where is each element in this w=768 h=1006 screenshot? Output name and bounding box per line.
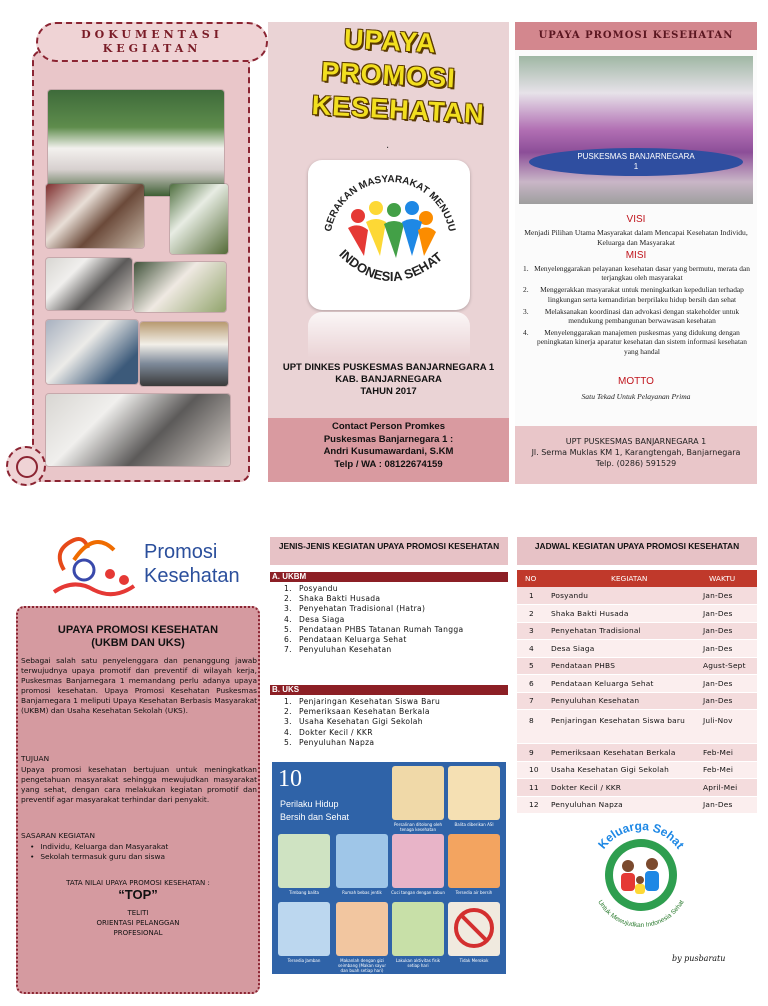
table-row	[517, 640, 757, 658]
cell-kegiatan: Penyuluhan Kesehatan	[541, 692, 701, 710]
col-kegiatan: KEGIATAN	[541, 570, 701, 587]
activity-photo-2	[46, 184, 144, 248]
phbs-tile-water	[448, 834, 500, 888]
cell-waktu: Jan-Des	[701, 675, 757, 693]
cell-waktu: Jan-Des	[701, 796, 757, 814]
vision-footer	[515, 426, 757, 484]
footer-line2: Jl. Serma Muklas KM 1, Karangtengah, Banjarnegara	[531, 448, 741, 457]
phbs-caption: Balita diberikan ASI	[454, 822, 494, 827]
cell-no: 5	[517, 657, 541, 675]
uks-activity-text: Penyuluhan Napza	[299, 737, 375, 747]
cell-kegiatan: Posyandu	[541, 587, 701, 605]
nilai-value: “TOP”	[118, 887, 158, 902]
documentation-title-ribbon	[36, 22, 268, 62]
ukbm-intro: Sebagai salah satu penyelenggara dan penanggung jawab terwujudnya upaya promotif dan preventif di wilayah kerja, Puskesmas Banjarnegara 1 memandang perlu adanya upaya promosi kesehatan. Upaya Promosi Kesehatan Puskesmas Banjarnegara 1 meliputi Upaya Kesehatan Berbasis Masyarakat (UKBM) dan Usaha Kesehatan Sekolah (UKS).	[21, 656, 257, 715]
cell-kegiatan: Shaka Bakti Husada	[541, 605, 701, 623]
cell-kegiatan: Dokter Kecil / KKR	[541, 779, 701, 797]
motto-heading: MOTTO	[618, 376, 654, 387]
jenis-header: JENIS-JENIS KEGIATAN UPAYA PROMOSI KESEHATAN	[270, 537, 508, 565]
ukbm-info-box	[16, 606, 260, 994]
misi-item-text: Menggerakkan masyarakat untuk meningkatkan kepedulian terhadap lingkungan serta kemandirian berprilaku hidup bersih dan sehat	[540, 285, 744, 304]
sasaran-list	[30, 842, 168, 862]
col-waktu: WAKTU	[701, 570, 757, 587]
phbs-tile-birth	[392, 766, 444, 820]
cell-waktu: Jan-Des	[701, 622, 757, 640]
ukbm-activity: 1. Posyandu	[284, 584, 338, 593]
phbs-caption: Persalinan ditolong oleh tenaga kesehatan	[393, 822, 443, 832]
puskesmas-banner	[529, 148, 743, 176]
misi-item-text: Melaksanakan koordinasi dan advokasi dengan stakeholder untuk mendukung pembangunan berwawasan kesehatan	[544, 306, 740, 326]
table-row	[517, 587, 757, 605]
cell-waktu: Jan-Des	[701, 692, 757, 710]
activity-photo-3	[170, 184, 228, 254]
table-row	[517, 657, 757, 675]
ukbm-activity-text: Posyandu	[299, 584, 338, 593]
phbs-tile-no-smoking	[448, 902, 500, 956]
phbs-tile-weigh	[278, 834, 330, 888]
scroll-curl-ornament	[6, 446, 46, 486]
phbs-caption: Tersedia air bersih	[455, 890, 493, 895]
table-row	[517, 622, 757, 640]
no-smoking-icon	[448, 902, 500, 956]
footer-line3: Telp. (0286) 591529	[595, 459, 677, 468]
table-row	[517, 796, 757, 814]
ukbm-activity: 4. Desa Siaga	[284, 614, 345, 624]
uks-activity: 1. Penjaringan Kesehatan Siswa Baru	[284, 697, 441, 706]
byline: by pusbaratu	[672, 954, 726, 963]
uks-activity-list	[284, 697, 440, 748]
uks-activity: 3. Usaha Kesehatan Gigi Sekolah	[284, 717, 423, 727]
uks-activity: 5. Penyuluhan Napza	[284, 737, 375, 747]
cell-no: 6	[517, 675, 541, 693]
contact-line4: Telp / WA : 08122674159	[334, 458, 443, 470]
contact-block	[268, 418, 509, 482]
cover-org-line3: TAHUN 2017	[360, 386, 417, 397]
phbs-tile-nutrition	[336, 902, 388, 956]
nilai-item-1: TELITI	[127, 909, 149, 917]
phbs-caption: Cuci tangan dengan sabun	[391, 890, 445, 895]
documentation-panel	[6, 22, 264, 484]
cell-waktu: Juli-Nov	[701, 710, 757, 744]
vision-panel	[515, 22, 757, 484]
table-row	[517, 675, 757, 693]
table-row	[517, 779, 757, 797]
cover-organization	[268, 362, 509, 398]
ukbm-title-line1: UPAYA PROMOSI KESEHATAN	[57, 624, 219, 636]
table-row	[517, 605, 757, 623]
cover-title	[265, 18, 511, 132]
promosi-line2: Kesehatan	[144, 565, 240, 587]
cell-no: 12	[517, 796, 541, 814]
activity-photo-4	[46, 258, 132, 310]
contact-line1: Contact Person Promkes	[332, 421, 445, 432]
cell-waktu: Jan-Des	[701, 605, 757, 623]
cell-kegiatan: Penjaringan Kesehatan Siswa baru	[541, 710, 701, 744]
cell-no: 8	[517, 710, 541, 744]
misi-item-text: Menyelenggarakan pelayanan kesehatan dasar yang bermutu, merata dan terjangkau oleh masyarakat	[534, 264, 750, 283]
cell-kegiatan: Pemeriksaan Kesehatan Berkala	[541, 744, 701, 762]
phbs-number: 10	[278, 766, 302, 792]
tujuan-heading: TUJUAN	[21, 754, 50, 763]
misi-item: 3. Melaksanakan koordinasi dan advokasi dengan stakeholder untuk mendukung pembangunan berwawasan kesehatan	[523, 306, 740, 326]
motto-text: Satu Tekad Untuk Pelayanan Prima	[581, 392, 691, 401]
cell-kegiatan: Pendataan Keluarga Sehat	[541, 675, 701, 693]
phbs-poster	[272, 762, 506, 974]
banner-line1: PUSKESMAS BANJARNEGARA	[577, 152, 695, 161]
table-row	[517, 710, 757, 744]
activity-photo-7	[140, 322, 228, 386]
jadwal-header: JADWAL KEGIATAN UPAYA PROMOSI KESEHATAN	[517, 537, 757, 565]
cover-panel	[268, 22, 509, 482]
ukbm-activity: 6. Pendataan Keluarga Sehat	[284, 635, 407, 645]
schedule-header-row	[517, 570, 757, 587]
cell-kegiatan: Penyehatan Tradisional	[541, 622, 701, 640]
cell-no: 3	[517, 622, 541, 640]
cover-title-text: UPAYA PROMOSI KESEHATAN	[311, 23, 486, 130]
cell-kegiatan: Usaha Kesehatan Gigi Sekolah	[541, 761, 701, 779]
uks-activity-text: Dokter Kecil / KKR	[299, 727, 373, 737]
cover-org-line1: UPT DINKES PUSKESMAS BANJARNEGARA 1	[282, 362, 495, 373]
keluarga-arc-bottom: Untuk Mewujudkan Indonesia Sehat	[596, 899, 686, 930]
misi-item: 1. Menyelenggarakan pelayanan kesehatan dasar yang bermutu, merata dan terjangkau oleh masyarakat	[523, 264, 750, 283]
sasaran-heading: SASARAN KEGIATAN	[21, 831, 95, 840]
cover-dot: .	[386, 140, 390, 151]
cell-no: 2	[517, 605, 541, 623]
uks-section-bar: B. UKS	[270, 685, 508, 695]
sasaran-item: • Sekolah termasuk guru dan siswa	[30, 852, 168, 862]
misi-heading: MISI	[625, 250, 647, 261]
phbs-caption: Lakukan aktivitas fisik setiap hari	[395, 958, 441, 968]
contact-line3: Andri Kusumawardani, S.KM	[323, 446, 454, 457]
visi-heading: VISI	[626, 214, 646, 225]
footer-line1: UPT PUSKESMAS BANJARNEGARA 1	[565, 437, 707, 446]
documentation-title: DOKUMENTASI KEGIATAN	[81, 28, 223, 55]
cell-kegiatan: Penyuluhan Napza	[541, 796, 701, 814]
keluarga-sehat-logo	[584, 818, 698, 932]
cell-no: 11	[517, 779, 541, 797]
activity-photo-1	[48, 90, 224, 196]
col-no: NO	[517, 570, 541, 587]
misi-item-text: Menyelenggarakan manajemen puskesmas yang didukung dengan peningkatan kinerja aparatur kesehatan dan sistem informasi kesehatan yang handal	[537, 328, 747, 356]
phbs-caption: Tidak Merokok	[459, 958, 489, 963]
phbs-caption: Tersedia Jamban	[287, 958, 321, 963]
ukbm-activity: 2. Shaka Bakti Husada	[284, 594, 381, 604]
table-row	[517, 744, 757, 762]
uks-activity-text: Usaha Kesehatan Gigi Sekolah	[299, 717, 423, 727]
visi-text: Menjadi Pilihan Utama Masyarakat dalam Mencapai Kesehatan Individu, Keluarga dan Masyarakat	[524, 228, 748, 247]
uks-activity: 2. Pemeriksaan Kesehatan Berkala	[284, 707, 430, 717]
cell-kegiatan: Desa Siaga	[541, 640, 701, 658]
ukbm-title-line2: (UKBM DAN UKS)	[91, 637, 185, 649]
misi-list	[523, 264, 751, 359]
ukbm-activity-text: Penyuluhan Kesehatan	[299, 645, 392, 655]
cell-no: 10	[517, 761, 541, 779]
ukbm-activity-text: Penyehatan Tradisional (Hatra)	[299, 604, 426, 614]
phbs-caption: Rumah bebas jentik	[342, 890, 382, 895]
phbs-tile-activity	[392, 902, 444, 956]
vision-header: UPAYA PROMOSI KESEHATAN	[515, 22, 757, 50]
svg-text:INDONESIA SEHAT	[336, 246, 445, 284]
cell-no: 1	[517, 587, 541, 605]
cell-waktu: Feb-Mei	[701, 744, 757, 762]
contact-line2: Puskesmas Banjarnegara 1 :	[323, 433, 454, 445]
germas-logo	[308, 160, 470, 310]
nilai-item-3: PROFESIONAL	[113, 929, 163, 937]
banner-line2: 1	[633, 162, 639, 171]
cover-org-line2: KAB. BANJARNEGARA	[335, 374, 442, 385]
phbs-title-line1: Perilaku Hidup	[280, 799, 339, 809]
phbs-tile-handwash	[392, 834, 444, 888]
table-row	[517, 761, 757, 779]
table-row	[517, 692, 757, 710]
cell-waktu: Feb-Mei	[701, 761, 757, 779]
staff-group-photo	[519, 56, 753, 204]
ukbm-activity-text: Desa Siaga	[299, 614, 345, 624]
cell-kegiatan: Pendataan PHBS	[541, 657, 701, 675]
ukbm-title	[18, 624, 258, 650]
uks-activity-text: Penjaringan Kesehatan Siswa Baru	[299, 697, 441, 706]
cell-waktu: April-Mei	[701, 779, 757, 797]
ukbm-activity: 5. Pendataan PHBS Tatanan Rumah Tangga	[284, 624, 464, 634]
cell-no: 7	[517, 692, 541, 710]
ukbm-activity: 7. Penyuluhan Kesehatan	[284, 645, 392, 655]
ukbm-activity-text: Shaka Bakti Husada	[299, 594, 381, 604]
ukbm-activity-text: Pendataan PHBS Tatanan Rumah Tangga	[299, 624, 464, 634]
logo-reflection	[308, 312, 470, 358]
uks-activity-text: Pemeriksaan Kesehatan Berkala	[299, 707, 430, 717]
phbs-tile-asi	[448, 766, 500, 820]
tujuan-text: Upaya promosi kesehatan bertujuan untuk meningkatkan pengetahuan masyarakat sehingga mewujudkan masyarakat yang sehat, dengan cara melakukan kegiatan promotif dan preventif agar masyarakat terhindar dari penyakit.	[21, 765, 257, 804]
activity-photo-6	[46, 320, 138, 384]
promosi-logo-icon	[44, 530, 140, 602]
phbs-title	[280, 798, 349, 824]
cell-waktu: Jan-Des	[701, 640, 757, 658]
cell-no: 4	[517, 640, 541, 658]
ukbm-activity-text: Pendataan Keluarga Sehat	[299, 635, 407, 645]
cell-waktu: Jan-Des	[701, 587, 757, 605]
activity-photo-8	[46, 394, 230, 466]
phbs-tile-toilet	[278, 902, 330, 956]
phbs-caption: Makanlah dengan gizi seimbang (Makan sayur dan buah setiap hari)	[338, 958, 386, 973]
nilai-item-2: ORIENTASI PELANGGAN	[96, 919, 180, 927]
sasaran-item: • Individu, Keluarga dan Masyarakat	[30, 842, 168, 852]
germas-bottom-text: INDONESIA SEHAT	[336, 246, 445, 285]
ukbm-section-bar: A. UKBM	[270, 572, 508, 582]
schedule-table	[517, 570, 757, 814]
keluarga-arc-top: Keluarga Sehat	[595, 818, 688, 852]
misi-item: 4. Menyelenggarakan manajemen puskesmas yang didukung dengan peningkatan kinerja aparatur kesehatan dan sistem informasi kesehatan yang handal	[523, 328, 747, 356]
promosi-line1: Promosi	[144, 541, 218, 563]
activity-photo-5	[134, 262, 226, 312]
phbs-caption: Timbang balita	[289, 890, 319, 895]
promosi-logo-text	[144, 540, 240, 588]
phbs-title-line2: Bersih dan Sehat	[280, 812, 350, 822]
cell-waktu: Agust-Sept	[701, 657, 757, 675]
ukbm-activity: 3. Penyehatan Tradisional (Hatra)	[284, 604, 426, 614]
germas-arc-text: GERAKAN MASYARAKAT MENUJU	[322, 173, 458, 233]
cell-no: 9	[517, 744, 541, 762]
phbs-tile-jentik	[336, 834, 388, 888]
misi-item: 2. Menggerakkan masyarakat untuk meningkatkan kepedulian terhadap lingkungan serta kemandirian berprilaku hidup bersih dan sehat	[523, 285, 744, 304]
germas-logo-graphic	[308, 160, 470, 310]
ukbm-activity-list	[284, 584, 463, 655]
uks-activity: 4. Dokter Kecil / KKR	[284, 727, 373, 737]
nilai-heading: TATA NILAI UPAYA PROMOSI KESEHATAN :	[66, 879, 210, 887]
